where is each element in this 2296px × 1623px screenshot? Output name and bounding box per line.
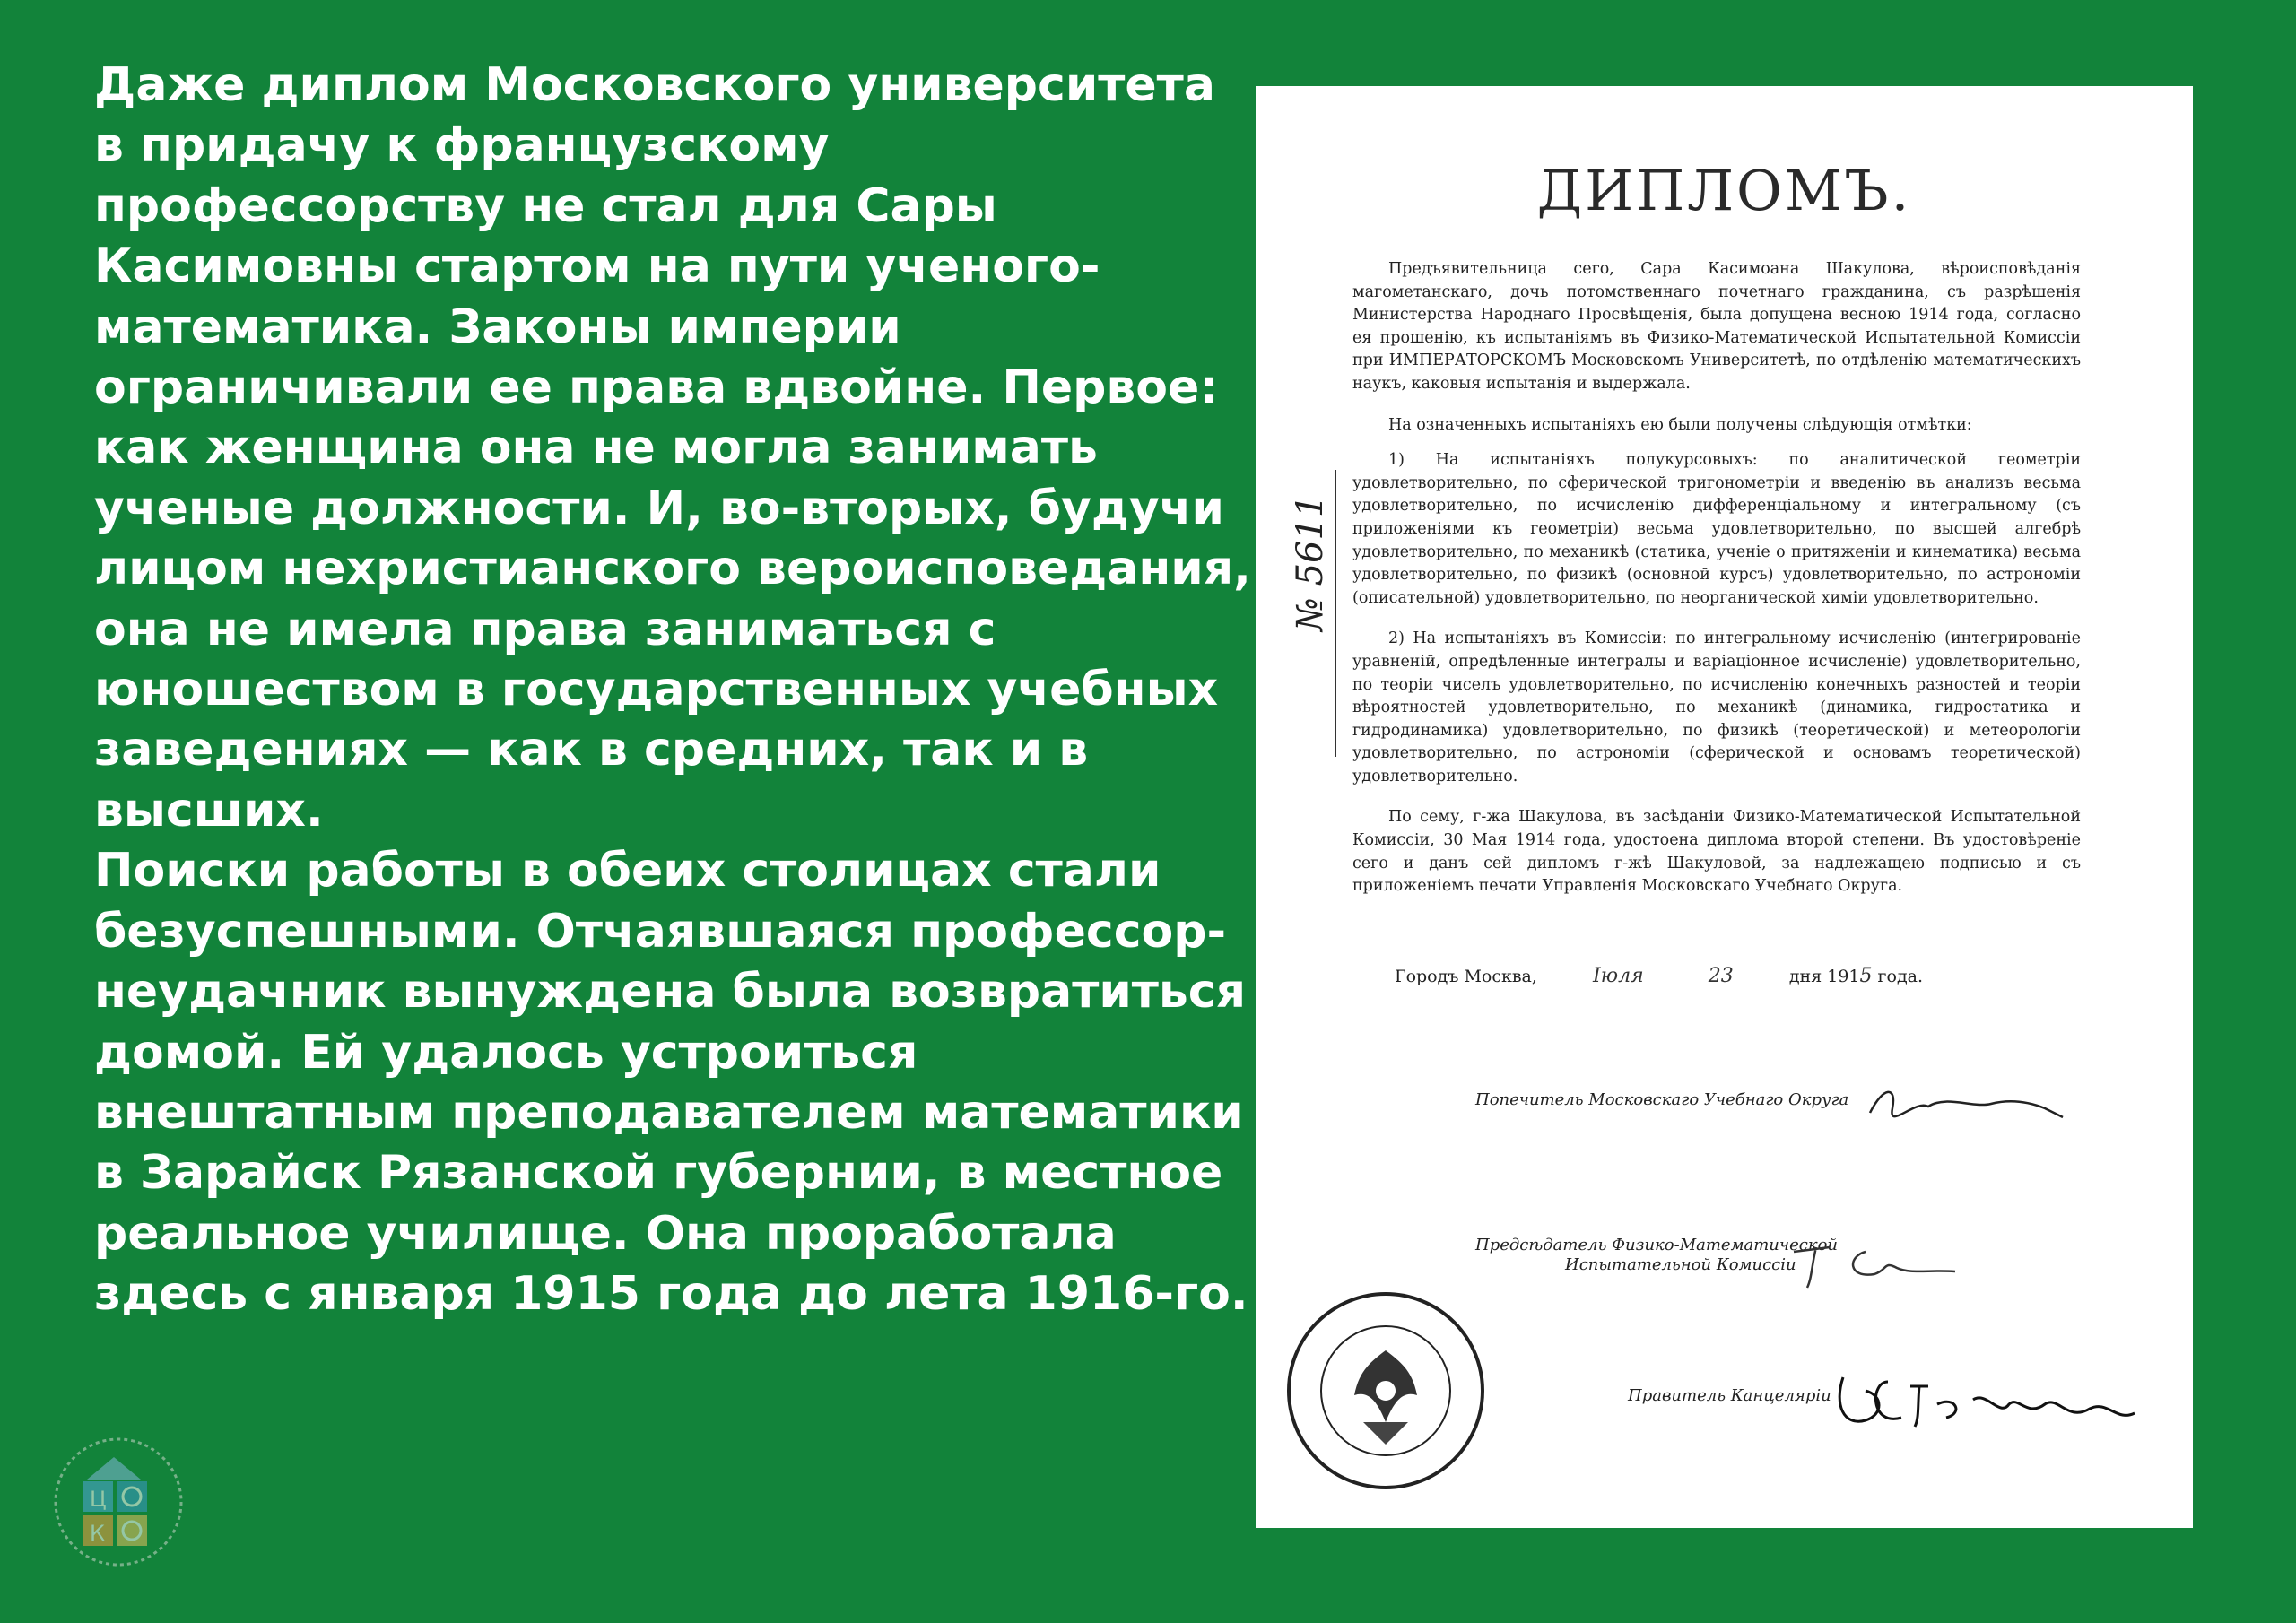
date-day-handwritten: 23: [1708, 965, 1734, 987]
narrative-paragraph-2: Поиски работы в обеих столицах стали безуспешными. Отчаявшаяся профессор-неудачник вынуждена была возвратиться домой. Ей удалось устроиться внештатным преподавателем математики в Зарайск Рязанской губернии, в местное реальное училище. Она проработала здесь с января 1915 года до лета 1916-го.: [94, 844, 1248, 1322]
city-label: Городъ Москва,: [1395, 967, 1537, 986]
official-seal-icon: [1283, 1288, 1489, 1494]
trustee-label: Попечитель Московскаго Учебнаго Округа: [1475, 1090, 1849, 1109]
date-day-word: дня 191: [1788, 967, 1860, 986]
registration-number: № 5611: [1290, 494, 1331, 631]
chairman-signature-icon: [1776, 1234, 1991, 1306]
diploma-title: ДИПЛОМЪ.: [1536, 158, 1912, 223]
logo-letter-1: Ц: [90, 1487, 107, 1512]
diploma-marks-intro: На означенныхъ испытаніяхъ ею были получены слѣдующія отмѣтки:: [1388, 415, 1972, 434]
narrative-paragraph-1: Даже диплом Московского университета в придачу к французскому профессорству не стал для Сары Касимовны стартом на пути ученого-математика. Законы империи ограничивали ее права вдвойне. Первое: как женщина она не могла занимать ученые должности. И, во-вторых, будучи лицом нехристианского вероисповедания, она не имела права заниматься с юношеством в государственных учебных заведениях — как в средних, так и в высших.: [94, 58, 1251, 838]
chairman-label-line-2: Испытательной Комиссіи: [1565, 1255, 1796, 1274]
date-month-handwritten: Іюля: [1593, 965, 1644, 987]
date-year-handwritten: 5: [1859, 965, 1873, 987]
trustee-signature-icon: [1866, 1081, 2072, 1126]
chancellery-signature-icon: [1830, 1350, 2152, 1449]
diploma-body: [1352, 258, 2081, 916]
diploma-conclusion: По сему, г-жа Шакулова, въ засѣданіи Физико-Математической Испытательной Комиссіи, 30 Мая 1914 года, удостоена диплома второй степени. Въ удостовѣреніе сего и данъ сей дипломъ г-жѣ Шакуловой, за надлежащею подписью и съ приложеніемъ печати Управленія Московскаго Учебнаго Округа.: [1352, 808, 2081, 896]
logo-letter-2: К: [90, 1521, 106, 1546]
watermark-logo-icon: [38, 1435, 199, 1569]
narrative-text: [94, 56, 1251, 1325]
diploma-intro: Предъявительница сего, Сара Касимоана Шакулова, вѣроисповѣданія магометанскаго, дочь потомственнаго почетнаго гражданина, съ разрѣшенія Министерства Народнаго Просвѣщенія, была допущена весною 1914 года, согласно ея прошенію, къ испытаніямъ въ Физико-Математической Испытательной Комиссіи при ИМПЕРАТОРСКОМЪ Московскомъ Университетѣ, по отдѣленію математическихъ наукъ, каковыя испытанія и выдержала.: [1352, 260, 2081, 393]
diploma-section-1: 1) На испытаніяхъ полукурсовыхъ: по аналитической геометріи удовлетворительно, по сферической тригонометріи и введенію въ анализъ весьма удовлетворительно, по исчисленію дифференціальному и интегральному (съ приложеніями къ геометріи) весьма удовлетворительно, по высшей алгебрѣ удовлетворительно, по механикѣ (статика, ученіе о притяженіи и кинематика) весьма удовлетворительно, по физикѣ (основной курсъ) удовлетворительно, по астрономіи (описательной) удовлетворительно, по неорганической химіи удовлетворительно.: [1352, 451, 2081, 607]
diploma-document: [1256, 86, 2193, 1528]
date-year-word: года.: [1877, 967, 1924, 986]
date-line: [1395, 965, 2022, 987]
diploma-section-2: 2) На испытаніяхъ въ Комиссіи: по интегральному исчисленію (интегрированіе уравненій, опредѣленные интегралы и варіаціонное исчисленіе) удовлетворительно, по теоріи чиселъ удовлетворительно, по исчисленію конечныхъ разностей и теоріи вѣроятностей удовлетворительно, по механикѣ (динамика, гидростатика и гидродинамика) удовлетворительно, по физикѣ (теоретической) и метеорологіи удовлетворительно, по астрономіи (сферической и основамъ теоретической) удовлетворительно.: [1352, 629, 2081, 785]
registration-bar: [1335, 470, 1336, 757]
chairman-label-line-1: Предсѣдатель Физико-Математической: [1475, 1236, 1839, 1254]
chancellery-label: Правитель Канцеляріи: [1628, 1386, 1831, 1405]
